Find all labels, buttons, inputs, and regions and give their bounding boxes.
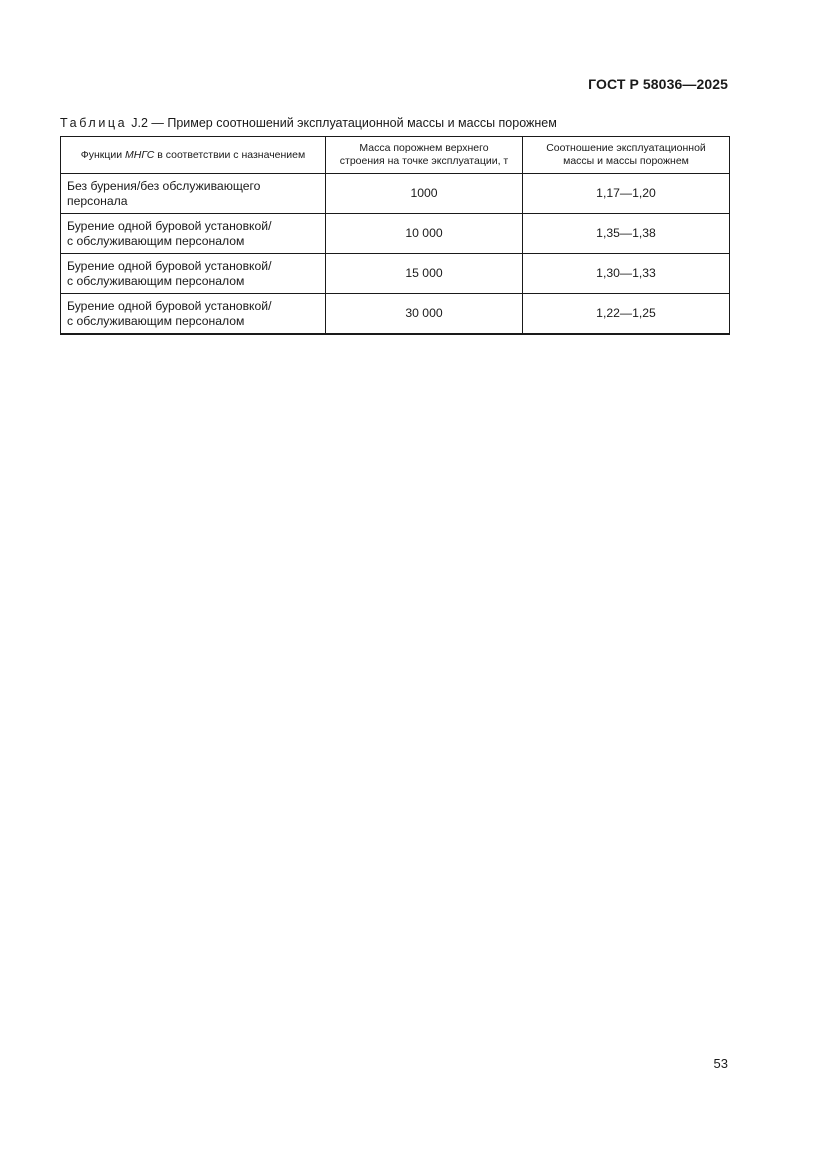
table-caption-prefix: Таблица: [60, 116, 128, 130]
column-header-mass: Масса порожнем верхнего строения на точке эксплуатации, т: [326, 137, 523, 174]
table-row: [61, 254, 730, 294]
cell-ratio: 1,30—1,33: [523, 254, 730, 294]
mass-ratio-table: [60, 136, 730, 335]
cell-mass: 1000: [326, 174, 523, 214]
cell-ratio: 1,22—1,25: [523, 294, 730, 335]
column-header-functions: Функции МНГС в соответствии с назначением: [61, 137, 326, 174]
cell-function: Бурение одной буровой установкой/ с обслуживающим персоналом: [61, 214, 326, 254]
cell-function: Без бурения/без обслуживающего персонала: [61, 174, 326, 214]
page-number: 53: [713, 1056, 728, 1071]
document-header: ГОСТ Р 58036—2025: [588, 76, 728, 92]
table-caption-text: J.2 — Пример соотношений эксплуатационной массы и массы порожнем: [131, 116, 557, 130]
table-row: [61, 174, 730, 214]
table-header-row: [61, 137, 730, 174]
table-caption: [60, 116, 557, 130]
cell-mass: 10 000: [326, 214, 523, 254]
table-row: [61, 214, 730, 254]
cell-function: Бурение одной буровой установкой/ с обслуживающим персоналом: [61, 254, 326, 294]
cell-function: Бурение одной буровой установкой/ с обслуживающим персоналом: [61, 294, 326, 335]
column-header-ratio: Соотношение эксплуатационной массы и массы порожнем: [523, 137, 730, 174]
cell-ratio: 1,17—1,20: [523, 174, 730, 214]
table-row: [61, 294, 730, 335]
cell-mass: 15 000: [326, 254, 523, 294]
cell-mass: 30 000: [326, 294, 523, 335]
cell-ratio: 1,35—1,38: [523, 214, 730, 254]
